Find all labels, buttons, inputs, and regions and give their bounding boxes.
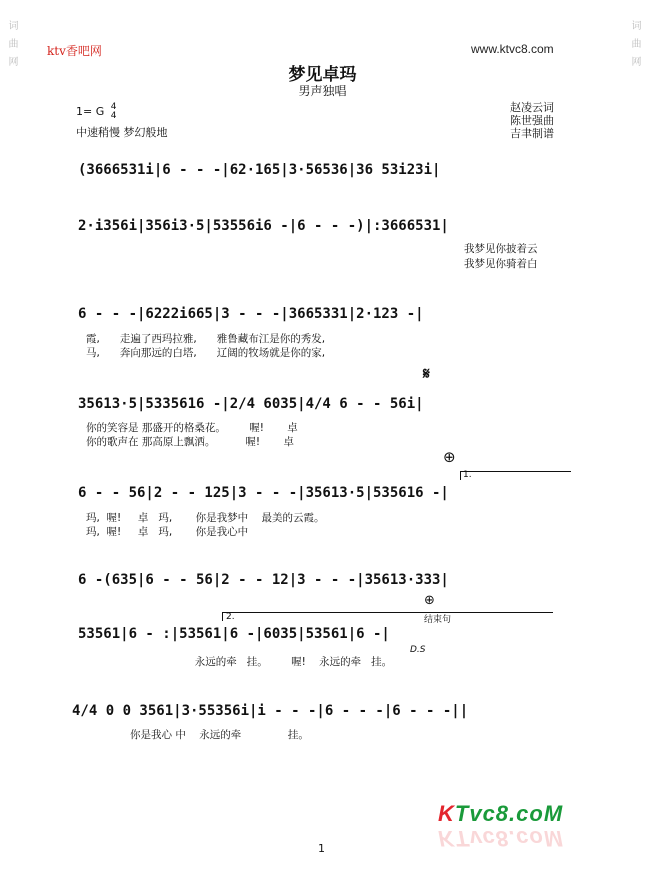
song-subtitle: 男声独唱 xyxy=(298,84,347,98)
brand-logo-reflection: KTvc8.coM xyxy=(438,826,564,851)
coda-icon: ⊕ xyxy=(424,593,435,608)
coda-icon: ⊕ xyxy=(443,448,456,466)
lyric-row-2-verse-2: 我梦见你骑着白 xyxy=(464,258,538,270)
end-phrase-label: 结束句 xyxy=(424,615,452,625)
lyric-row-2-verse-1: 我梦见你披着云 xyxy=(464,243,538,255)
arranger: 吉聿制谱 xyxy=(510,127,554,140)
score-row-5: 6 - - 56|2 - - 125|3 - - -|35613·5|535616 -| xyxy=(78,485,449,501)
lyric-row-3-verse-1: 霞, 走遍了西玛拉雅, 雅鲁藏布江是你的秀发, xyxy=(86,333,326,345)
volta-1-bracket xyxy=(460,471,571,480)
lyric-row-4-verse-2: 你的歌声在 那高原上飘洒。 喔! 卓 xyxy=(86,436,294,448)
margin-text: 词曲网 xyxy=(6,20,17,74)
lyric-row-5-verse-2: 玛, 喔! 卓 玛, 你是我心中 xyxy=(86,526,249,538)
score-row-1: (3666531i|6 - - -|62·165|3·56536|36 53i23i| xyxy=(78,162,441,178)
margin-text: 词曲网 xyxy=(629,20,640,74)
site-name-left: ktv香吧网 xyxy=(47,44,102,58)
lyric-row-4-verse-1: 你的笑容是 那盛开的格桑花。 喔! 卓 xyxy=(86,422,298,434)
score-row-4: 35613·5|5335616 -|2/4 6035|4/4 6 - - 56i| xyxy=(78,396,424,412)
lyric-row-5-verse-1: 玛, 喔! 卓 玛, 你是我梦中 最美的云霞。 xyxy=(86,512,325,524)
logo-k: K xyxy=(438,801,455,826)
lyric-row-8: 你是我心 中 永远的牵 挂。 xyxy=(130,729,309,741)
lyricist: 赵凌云词 xyxy=(510,101,554,114)
lyric-row-7: 永远的牵 挂。 喔! 永远的牵 挂。 xyxy=(158,656,393,668)
ds-marking: D.S xyxy=(410,645,426,655)
volta-2-label: 2. xyxy=(226,612,235,622)
brand-logo xyxy=(438,801,563,827)
time-top: 4 xyxy=(110,102,117,112)
segno-icon: 𝄋 xyxy=(423,364,430,383)
page-number: 1 xyxy=(318,842,325,855)
score-row-7: 53561|6 - :|53561|6 -|6035|53561|6 -| xyxy=(78,626,390,642)
score-row-3: 6 - - -|6222i665|3 - - -|3665331|2·123 -| xyxy=(78,306,424,322)
logo-rest: Tvc8.coM xyxy=(454,801,564,826)
volta-1-label: 1. xyxy=(463,470,472,480)
lyric-row-3-verse-2: 马, 奔向那远的白塔, 辽阔的牧场就是你的家, xyxy=(86,347,326,359)
song-title: 梦见卓玛 xyxy=(288,65,357,85)
time-bottom: 4 xyxy=(110,111,117,121)
credits xyxy=(510,101,554,140)
tempo-marking: 中速稍慢 梦幻般地 xyxy=(76,126,168,139)
composer: 陈世强曲 xyxy=(510,114,554,127)
score-row-8: 4/4 0 0 3561|3·55356i|i - - -|6 - - -|6 - - -|| xyxy=(72,703,469,719)
score-row-6: 6 -(635|6 - - 56|2 - - 12|3 - - -|35613·333| xyxy=(78,572,449,588)
key: 1= G xyxy=(76,105,105,118)
key-signature xyxy=(76,103,116,121)
score-row-2: 2·i356i|356i3·5|53556i6 -|6 - - -)|:3666531| xyxy=(78,218,449,234)
site-url[interactable]: www.ktvc8.com xyxy=(471,42,554,56)
volta-2-bracket xyxy=(222,612,553,621)
